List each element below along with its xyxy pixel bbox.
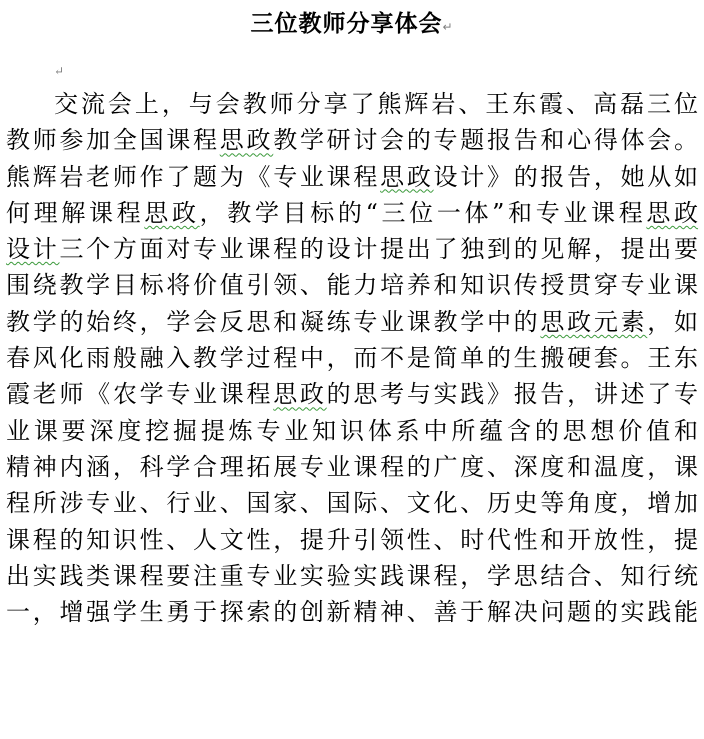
empty-paragraph-mark-icon: ↵ — [54, 64, 65, 78]
spellcheck-underlined-word[interactable]: 思政 — [646, 198, 699, 227]
text-line: 围绕教学目标将价值引领、能力培养和知识传授贯穿专业课 — [6, 271, 698, 300]
text-line: 一，增强学生勇于探索的创新精神、善于解决问题的实践能 — [6, 598, 698, 627]
text-line: 霞老师《农学专业课程思政的思考与实践》报告，讲述了专 — [6, 380, 699, 409]
document-title: 三位教师分享体会↵ — [250, 11, 454, 37]
text-line: 春风化雨般融入教学过程中，而不是简单的生搬硬套。王东 — [6, 344, 698, 373]
text-line: 教师参加全国课程思政教学研讨会的专题报告和心得体会。 — [6, 126, 699, 155]
text-line: 课程的知识性、人文性，提升引领性、时代性和开放性，提 — [6, 525, 698, 554]
text-line: 设计三个方面对专业课程的设计提出了独到的见解，提出要 — [6, 235, 699, 264]
spellcheck-underlined-word[interactable]: 设计 — [6, 235, 60, 264]
text-line: 业课要深度挖掘提炼专业知识体系中所蕴含的思想价值和 — [6, 416, 698, 445]
spellcheck-underlined-word[interactable]: 思政 — [219, 126, 274, 155]
text-line: 精神内涵，科学合理拓展专业课程的广度、深度和温度，课 — [6, 452, 698, 481]
spellcheck-underlined-word[interactable]: 思政元素 — [540, 307, 648, 336]
paragraph-mark-icon: ↵ — [442, 20, 454, 34]
text-line: 程所涉专业、行业、国家、国际、文化、历史等角度，增加 — [6, 489, 698, 518]
text-line: 出实践类课程要注重专业实验实践课程，学思结合、知行统 — [6, 561, 698, 590]
text-line: 交流会上，与会教师分享了熊辉岩、王东霞、高磊三位 — [54, 90, 698, 118]
spellcheck-underlined-word[interactable]: 思政 — [273, 380, 327, 409]
text-line: 教学的始终，学会反思和凝练专业课教学中的思政元素，如 — [6, 307, 699, 336]
text-line: 熊辉岩老师作了题为《专业课程思政设计》的报告，她从如 — [6, 162, 699, 191]
text-line: 何理解课程思政，教学目标的“三位一体”和专业课程思政 — [6, 198, 699, 227]
spellcheck-underlined-word[interactable]: 思政 — [380, 162, 434, 191]
document-body — [6, 86, 698, 630]
spellcheck-underlined-word[interactable]: 思政 — [144, 198, 200, 227]
